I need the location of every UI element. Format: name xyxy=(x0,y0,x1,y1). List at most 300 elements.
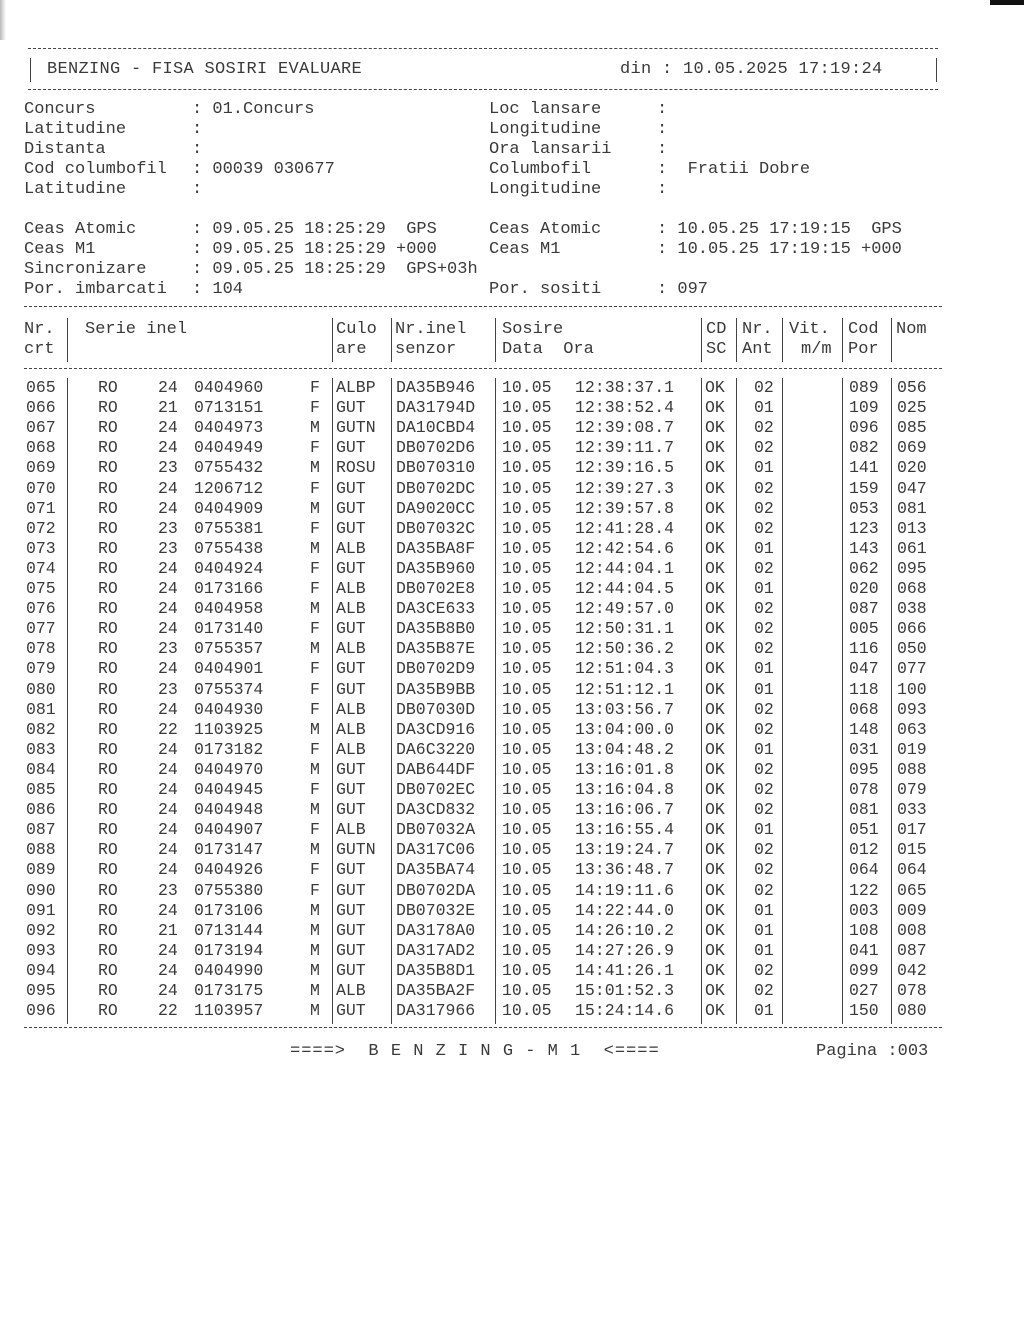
cell-cod: 041 xyxy=(849,940,879,960)
cell-ant: 01 xyxy=(754,940,774,960)
table-row xyxy=(0,479,1024,499)
cell-tara: RO xyxy=(98,498,118,518)
cell-nr: 078 xyxy=(26,639,56,659)
info-left-value: : xyxy=(192,140,203,159)
cell-ant: 01 xyxy=(754,579,774,598)
cell-an: 21 xyxy=(158,398,178,418)
clock-left-value: : 104 xyxy=(192,280,244,299)
cell-sex: F xyxy=(310,739,320,759)
cell-an: 23 xyxy=(158,639,178,659)
cell-tara: RO xyxy=(98,920,118,940)
table-row xyxy=(0,941,1024,961)
cell-sex: M xyxy=(310,940,320,960)
table-row xyxy=(0,1001,1024,1021)
cell-nom: 079 xyxy=(897,780,927,799)
clock-right-value: : 10.05.25 17:19:15 +000 xyxy=(657,240,902,259)
info-right-value: : xyxy=(657,120,668,139)
cell-cd: OK xyxy=(705,981,725,1000)
cell-data: 10.05 xyxy=(502,880,552,900)
page-number: Pagina :003 xyxy=(816,1042,929,1061)
cell-nom: 077 xyxy=(897,659,927,679)
cell-sex: F xyxy=(310,478,320,498)
cell-tara: RO xyxy=(98,378,118,397)
cell-nom: 080 xyxy=(897,1001,927,1021)
cell-ant: 02 xyxy=(754,639,774,659)
cell-cul: GUTN xyxy=(336,840,376,860)
cell-data: 10.05 xyxy=(502,960,552,980)
cell-tara: RO xyxy=(98,840,118,860)
cell-sex: F xyxy=(310,860,320,880)
cell-nom: 064 xyxy=(897,860,927,880)
table-row xyxy=(0,579,1024,599)
column-separator xyxy=(891,318,892,362)
cell-cul: GUT xyxy=(336,920,366,940)
cell-tara: RO xyxy=(98,599,118,619)
cell-cd: OK xyxy=(705,920,725,940)
cell-cod: 150 xyxy=(849,1001,879,1021)
cell-ora: 15:24:14.6 xyxy=(575,1001,675,1021)
cell-senzor: DA35B9BB xyxy=(396,679,476,699)
table-row xyxy=(0,458,1024,478)
cell-data: 10.05 xyxy=(502,538,552,558)
cell-senzor: DA3CD916 xyxy=(396,719,476,739)
cell-nom: 008 xyxy=(897,920,927,940)
cell-nr: 071 xyxy=(26,498,56,518)
cell-nom: 056 xyxy=(897,378,927,397)
cell-cul: GUTN xyxy=(336,418,376,438)
cell-nom: 015 xyxy=(897,840,927,860)
cell-sex: M xyxy=(310,840,320,860)
hdr-serie: Serie inel xyxy=(85,320,188,339)
info-left-value: : xyxy=(192,180,203,199)
cell-ant: 02 xyxy=(754,719,774,739)
info-right-value: : xyxy=(657,140,668,159)
title-box-right xyxy=(936,58,937,82)
table-row xyxy=(0,639,1024,659)
table-row xyxy=(0,921,1024,941)
title-box-left xyxy=(30,58,31,82)
cell-cod: 051 xyxy=(849,820,879,840)
cell-nr: 074 xyxy=(26,558,56,578)
clock-left-value: : 09.05.25 18:25:29 GPS+03h xyxy=(192,260,478,279)
cell-inel: 0173194 xyxy=(194,940,264,960)
cell-ant: 02 xyxy=(754,780,774,799)
cell-cd: OK xyxy=(705,900,725,920)
cell-cod: 159 xyxy=(849,478,879,498)
scan-shadow xyxy=(0,0,6,40)
clock-right-value: : 10.05.25 17:19:15 GPS xyxy=(657,220,902,239)
cell-ora: 13:16:01.8 xyxy=(575,759,675,779)
cell-tara: RO xyxy=(98,981,118,1000)
cell-cd: OK xyxy=(705,498,725,518)
cell-senzor: DB070310 xyxy=(396,458,476,478)
cell-nr: 090 xyxy=(26,880,56,900)
info-left-label: Latitudine xyxy=(24,120,127,139)
cell-senzor: DA6C3220 xyxy=(396,739,476,759)
column-separator xyxy=(332,318,333,362)
cell-tara: RO xyxy=(98,518,118,538)
cell-cod: 122 xyxy=(849,880,879,900)
table-row xyxy=(0,901,1024,921)
cell-nom: 100 xyxy=(897,679,927,699)
cell-nom: 085 xyxy=(897,418,927,438)
cell-ora: 13:04:48.2 xyxy=(575,739,675,759)
table-row xyxy=(0,840,1024,860)
report-title: BENZING - FISA SOSIRI EVALUARE xyxy=(47,60,363,79)
info-right-label: Columbofil xyxy=(489,160,592,179)
cell-ant: 02 xyxy=(754,498,774,518)
table-row xyxy=(0,619,1024,639)
cell-tara: RO xyxy=(98,579,118,598)
cell-nom: 038 xyxy=(897,599,927,619)
clock-right-label: Por. sositi xyxy=(489,280,602,299)
cell-data: 10.05 xyxy=(502,981,552,1000)
cell-cd: OK xyxy=(705,679,725,699)
cell-inel: 0404958 xyxy=(194,599,264,619)
cell-sex: F xyxy=(310,438,320,458)
cell-tara: RO xyxy=(98,1001,118,1021)
cell-senzor: DB0702D6 xyxy=(396,438,476,458)
cell-sex: F xyxy=(310,518,320,538)
cell-nr: 081 xyxy=(26,699,56,719)
cell-ant: 02 xyxy=(754,438,774,458)
cell-cd: OK xyxy=(705,860,725,880)
cell-ant: 02 xyxy=(754,960,774,980)
cell-data: 10.05 xyxy=(502,780,552,799)
cell-ora: 12:39:27.3 xyxy=(575,478,675,498)
cell-nr: 086 xyxy=(26,800,56,820)
cell-cul: ALB xyxy=(336,820,366,840)
cell-ant: 02 xyxy=(754,699,774,719)
info-left-value: : xyxy=(192,120,203,139)
cell-cul: ALB xyxy=(336,981,366,1000)
hdr-por: Por xyxy=(848,340,879,359)
hdr-ant: Ant xyxy=(742,340,773,359)
cell-nr: 089 xyxy=(26,860,56,880)
cell-sex: M xyxy=(310,981,320,1000)
cell-ant: 01 xyxy=(754,739,774,759)
cell-data: 10.05 xyxy=(502,860,552,880)
cell-cul: GUT xyxy=(336,860,366,880)
cell-cul: GUT xyxy=(336,558,366,578)
cell-ora: 14:41:26.1 xyxy=(575,960,675,980)
cell-cul: ALB xyxy=(336,579,366,598)
cell-cod: 078 xyxy=(849,780,879,799)
cell-tara: RO xyxy=(98,438,118,458)
cell-senzor: DA35BA8F xyxy=(396,538,476,558)
cell-ant: 02 xyxy=(754,619,774,639)
cell-cd: OK xyxy=(705,378,725,397)
table-row xyxy=(0,760,1024,780)
cell-nom: 093 xyxy=(897,699,927,719)
cell-nom: 087 xyxy=(897,940,927,960)
cell-nom: 095 xyxy=(897,558,927,578)
cell-cod: 031 xyxy=(849,739,879,759)
cell-cd: OK xyxy=(705,800,725,820)
cell-cd: OK xyxy=(705,880,725,900)
table-header-rule xyxy=(24,368,942,369)
cell-ora: 12:38:52.4 xyxy=(575,398,675,418)
cell-cod: 141 xyxy=(849,458,879,478)
cell-cul: GUT xyxy=(336,1001,366,1021)
cell-senzor: DA3178A0 xyxy=(396,920,476,940)
cell-data: 10.05 xyxy=(502,579,552,598)
cell-ant: 01 xyxy=(754,538,774,558)
cell-inel: 0404901 xyxy=(194,659,264,679)
cell-inel: 0404907 xyxy=(194,820,264,840)
cell-tara: RO xyxy=(98,860,118,880)
cell-ant: 01 xyxy=(754,900,774,920)
table-row xyxy=(0,680,1024,700)
cell-senzor: DB07032A xyxy=(396,820,476,840)
cell-data: 10.05 xyxy=(502,659,552,679)
cell-an: 24 xyxy=(158,739,178,759)
cell-ora: 12:38:37.1 xyxy=(575,378,675,397)
clock-left-label: Sincronizare xyxy=(24,260,147,279)
cell-cod: 116 xyxy=(849,639,879,659)
cell-ant: 02 xyxy=(754,478,774,498)
cell-cul: ALB xyxy=(336,639,366,659)
column-separator xyxy=(391,318,392,362)
clock-left-value: : 09.05.25 18:25:29 GPS xyxy=(192,220,437,239)
cell-cd: OK xyxy=(705,780,725,799)
cell-cd: OK xyxy=(705,438,725,458)
cell-ant: 01 xyxy=(754,679,774,699)
cell-ant: 02 xyxy=(754,981,774,1000)
cell-cul: GUT xyxy=(336,679,366,699)
cell-nr: 088 xyxy=(26,840,56,860)
table-row xyxy=(0,659,1024,679)
table-row xyxy=(0,720,1024,740)
cell-cul: GUT xyxy=(336,518,366,538)
cell-cd: OK xyxy=(705,579,725,598)
table-row xyxy=(0,438,1024,458)
cell-nr: 084 xyxy=(26,759,56,779)
cell-nom: 068 xyxy=(897,579,927,598)
cell-cd: OK xyxy=(705,739,725,759)
hdr-nrinel: Nr.inel xyxy=(395,320,467,339)
cell-senzor: DB0702DA xyxy=(396,880,476,900)
cell-ora: 12:39:11.7 xyxy=(575,438,675,458)
cell-inel: 0404930 xyxy=(194,699,264,719)
cell-cd: OK xyxy=(705,599,725,619)
cell-nom: 042 xyxy=(897,960,927,980)
cell-data: 10.05 xyxy=(502,840,552,860)
cell-cd: OK xyxy=(705,398,725,418)
clock-right-value: : 097 xyxy=(657,280,709,299)
cell-cul: ROSU xyxy=(336,458,376,478)
table-row xyxy=(0,780,1024,800)
cell-sex: M xyxy=(310,920,320,940)
cell-tara: RO xyxy=(98,458,118,478)
hdr-data-ora: Data Ora xyxy=(502,340,594,359)
cell-data: 10.05 xyxy=(502,820,552,840)
cell-ora: 12:39:16.5 xyxy=(575,458,675,478)
cell-nr: 070 xyxy=(26,478,56,498)
cell-cul: GUT xyxy=(336,780,366,799)
cell-inel: 0404970 xyxy=(194,759,264,779)
cell-cd: OK xyxy=(705,759,725,779)
cell-inel: 0755380 xyxy=(194,880,264,900)
cell-inel: 0173140 xyxy=(194,619,264,639)
cell-cod: 064 xyxy=(849,860,879,880)
cell-an: 24 xyxy=(158,659,178,679)
cell-nr: 069 xyxy=(26,458,56,478)
cell-ora: 12:50:36.2 xyxy=(575,639,675,659)
info-right-label: Loc lansare xyxy=(489,100,602,119)
cell-ora: 12:39:57.8 xyxy=(575,498,675,518)
footer-banner: ====> B E N Z I N G - M 1 <==== xyxy=(290,1042,660,1061)
cell-ant: 02 xyxy=(754,840,774,860)
cell-senzor: DA35B87E xyxy=(396,639,476,659)
cell-nom: 065 xyxy=(897,880,927,900)
cell-ora: 12:39:08.7 xyxy=(575,418,675,438)
cell-cul: ALB xyxy=(336,739,366,759)
cell-ora: 13:04:00.0 xyxy=(575,719,675,739)
cell-cod: 012 xyxy=(849,840,879,860)
cell-ant: 02 xyxy=(754,599,774,619)
cell-cul: GUT xyxy=(336,438,366,458)
cell-sex: F xyxy=(310,780,320,799)
table-row xyxy=(0,378,1024,398)
cell-inel: 0173175 xyxy=(194,981,264,1000)
cell-cul: GUT xyxy=(336,478,366,498)
cell-tara: RO xyxy=(98,699,118,719)
table-row xyxy=(0,981,1024,1001)
table-row xyxy=(0,398,1024,418)
cell-cul: ALB xyxy=(336,538,366,558)
cell-an: 24 xyxy=(158,619,178,639)
cell-inel: 0173106 xyxy=(194,900,264,920)
cell-inel: 0755357 xyxy=(194,639,264,659)
cell-senzor: DB0702E8 xyxy=(396,579,476,598)
cell-ora: 14:19:11.6 xyxy=(575,880,675,900)
cell-nr: 093 xyxy=(26,940,56,960)
cell-inel: 0404960 xyxy=(194,378,264,397)
cell-sex: M xyxy=(310,639,320,659)
cell-cod: 108 xyxy=(849,920,879,940)
cell-an: 24 xyxy=(158,478,178,498)
cell-tara: RO xyxy=(98,418,118,438)
cell-data: 10.05 xyxy=(502,498,552,518)
cell-sex: F xyxy=(310,699,320,719)
cell-tara: RO xyxy=(98,639,118,659)
cell-inel: 0404948 xyxy=(194,800,264,820)
cell-an: 24 xyxy=(158,960,178,980)
cell-sex: M xyxy=(310,1001,320,1021)
cell-nom: 025 xyxy=(897,398,927,418)
cell-an: 23 xyxy=(158,458,178,478)
cell-tara: RO xyxy=(98,619,118,639)
table-row xyxy=(0,700,1024,720)
column-separator xyxy=(67,318,68,362)
cell-ant: 02 xyxy=(754,800,774,820)
cell-data: 10.05 xyxy=(502,458,552,478)
cell-cod: 053 xyxy=(849,498,879,518)
table-row xyxy=(0,800,1024,820)
table-row xyxy=(0,740,1024,760)
cell-an: 24 xyxy=(158,699,178,719)
hdr-cd: CD xyxy=(706,320,727,339)
cell-data: 10.05 xyxy=(502,739,552,759)
cell-tara: RO xyxy=(98,659,118,679)
cell-inel: 1103925 xyxy=(194,719,264,739)
cell-inel: 0755432 xyxy=(194,458,264,478)
cell-cd: OK xyxy=(705,960,725,980)
table-row xyxy=(0,599,1024,619)
cell-sex: M xyxy=(310,759,320,779)
cell-nr: 065 xyxy=(26,378,56,397)
hdr-sc: SC xyxy=(706,340,727,359)
cell-senzor: DB07032C xyxy=(396,518,476,538)
cell-inel: 0713144 xyxy=(194,920,264,940)
cell-senzor: DB0702D9 xyxy=(396,659,476,679)
cell-cod: 047 xyxy=(849,659,879,679)
cell-ora: 15:01:52.3 xyxy=(575,981,675,1000)
cell-data: 10.05 xyxy=(502,478,552,498)
clock-left-label: Ceas M1 xyxy=(24,240,96,259)
cell-senzor: DA35BA74 xyxy=(396,860,476,880)
cell-tara: RO xyxy=(98,940,118,960)
cell-data: 10.05 xyxy=(502,940,552,960)
hdr-vit: Vit. xyxy=(789,320,830,339)
cell-senzor: DA317AD2 xyxy=(396,940,476,960)
info-left-label: Latitudine xyxy=(24,180,127,199)
cell-senzor: DB07030D xyxy=(396,699,476,719)
cell-ant: 02 xyxy=(754,518,774,538)
info-left-value: : 00039 030677 xyxy=(192,160,335,179)
cell-cul: ALBP xyxy=(336,378,376,397)
cell-sex: F xyxy=(310,659,320,679)
cell-an: 24 xyxy=(158,498,178,518)
cell-an: 24 xyxy=(158,418,178,438)
cell-sex: F xyxy=(310,619,320,639)
info-left-label: Distanta xyxy=(24,140,106,159)
cell-data: 10.05 xyxy=(502,699,552,719)
cell-cd: OK xyxy=(705,518,725,538)
cell-cod: 123 xyxy=(849,518,879,538)
scan-edge-mark xyxy=(990,0,1024,5)
cell-data: 10.05 xyxy=(502,378,552,397)
column-separator xyxy=(782,318,783,362)
cell-cul: ALB xyxy=(336,599,366,619)
cell-nom: 033 xyxy=(897,800,927,820)
cell-data: 10.05 xyxy=(502,518,552,538)
cell-an: 24 xyxy=(158,900,178,920)
cell-inel: 0404973 xyxy=(194,418,264,438)
hdr-culo: Culo xyxy=(336,320,377,339)
cell-an: 24 xyxy=(158,940,178,960)
cell-an: 24 xyxy=(158,840,178,860)
cell-cul: GUT xyxy=(336,880,366,900)
table-row xyxy=(0,881,1024,901)
cell-sex: F xyxy=(310,880,320,900)
cell-tara: RO xyxy=(98,880,118,900)
cell-cod: 003 xyxy=(849,900,879,920)
clock-left-label: Ceas Atomic xyxy=(24,220,137,239)
table-row xyxy=(0,559,1024,579)
cell-nr: 091 xyxy=(26,900,56,920)
hdr-are: are xyxy=(336,340,367,359)
hdr-sosire: Sosire xyxy=(502,320,564,339)
cell-an: 24 xyxy=(158,599,178,619)
cell-tara: RO xyxy=(98,900,118,920)
cell-cd: OK xyxy=(705,639,725,659)
cell-nom: 017 xyxy=(897,820,927,840)
cell-an: 22 xyxy=(158,719,178,739)
cell-tara: RO xyxy=(98,780,118,799)
cell-ant: 01 xyxy=(754,458,774,478)
